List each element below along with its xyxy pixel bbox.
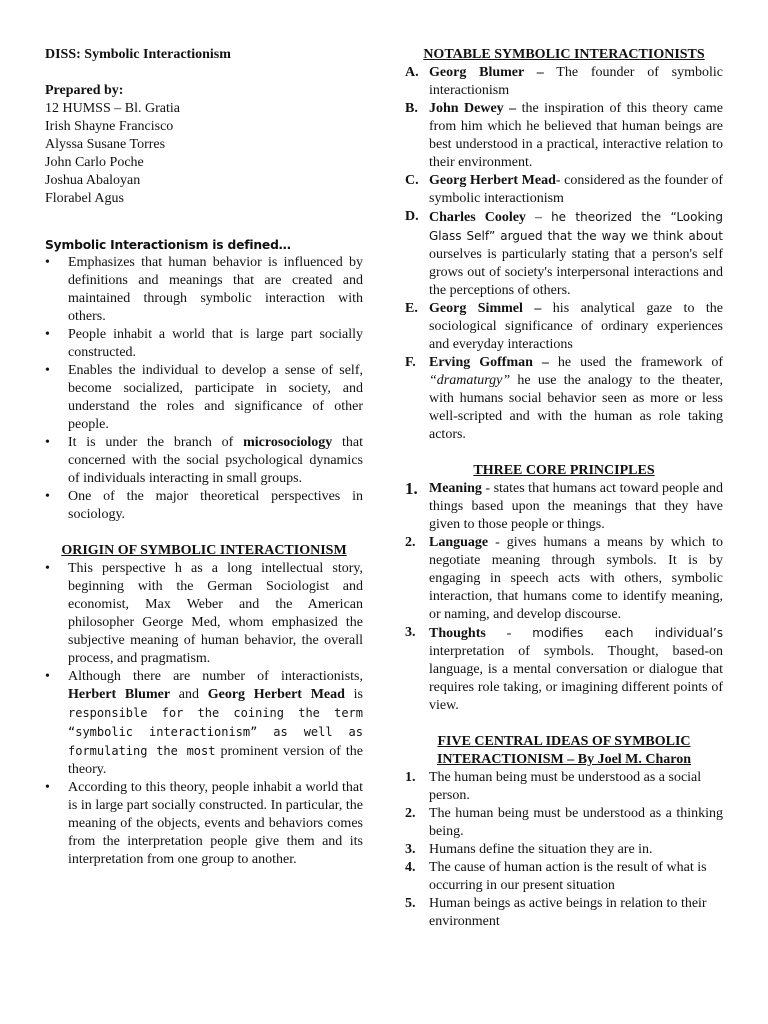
principle-term: Meaning: [429, 481, 482, 496]
bullet-icon: •: [45, 327, 50, 342]
list-item-text: The human being must be understood as a thinking being.: [429, 806, 723, 839]
list-item-bold: microsociology: [243, 435, 333, 450]
list-marker: 3.: [405, 625, 416, 640]
list-item-text: ourselves is particularly stating that a person's self grows out of society's interpersonal interactions and the perceptions of others.: [429, 247, 723, 298]
list-item: [405, 805, 723, 841]
list-item-text: his analytical gaze to the sociological significance of ordinary experiences and everyday interactions: [429, 301, 724, 352]
right-column: [405, 46, 723, 931]
list-item-bold: Herbert Blumer: [68, 687, 171, 702]
bullet-icon: •: [45, 669, 50, 684]
bullet-icon: •: [45, 255, 50, 270]
spacer: [45, 64, 363, 82]
list-item-sans: he theorized the “Looking Glass Self” argued that the way we think about: [429, 210, 723, 243]
spacer: [405, 444, 723, 462]
list-item-text: Although there are number of interactionists,: [68, 669, 363, 684]
list-item-text: and: [170, 687, 208, 702]
principles-heading: THREE CORE PRINCIPLES: [473, 463, 655, 478]
list-item-text: One of the major theoretical perspectives in sociology.: [68, 489, 363, 522]
list-item-mono: responsible for the coining the term “symbolic interactionism” as well as formulating the most: [68, 706, 363, 758]
list-item-text: is: [344, 687, 363, 702]
list-item: [405, 64, 723, 100]
list-item: [45, 434, 363, 488]
list-marker: 2.: [405, 535, 416, 550]
list-marker: F.: [405, 355, 416, 370]
member-name: John Carlo Poche: [45, 155, 144, 170]
list-item-text: -: [485, 626, 533, 641]
spacer: [45, 208, 363, 236]
list-item: [45, 779, 363, 869]
list-item-text: interpretation of symbols. Thought, based-on language, is a mental conversation or dialogue that requires role taking, or imagining different points of view.: [429, 644, 723, 713]
member-name: Alyssa Susane Torres: [45, 137, 166, 152]
list-item: [405, 624, 723, 715]
person-name: Georg Simmel –: [429, 301, 542, 316]
list-item: [405, 172, 723, 208]
list-marker: E.: [405, 301, 418, 316]
list-item-text: the inspiration of this theory came from him which he believed that human beings are best understood in a practical, interactive relation to their environment.: [429, 101, 723, 170]
member-name: 12 HUMSS – Bl. Gratia: [45, 101, 180, 116]
list-item-text: - gives humans a means by which to negotiate meaning through symbols. It is by engaging in speech acts with others, symbolic interaction, that humans come to identify meaning, or naming, and develop discourse.: [429, 535, 723, 622]
list-item-text: The human being must be understood as a social person.: [429, 770, 702, 803]
list-item-bold: Georg Herbert Mead: [207, 687, 345, 702]
person-name: John Dewey –: [429, 101, 517, 116]
list-marker: 3.: [405, 842, 416, 857]
list-item-text: - states that humans act toward people and things based upon the meanings that they have given to those people or things.: [429, 481, 723, 532]
list-item-text: –: [525, 210, 552, 225]
list-item: [405, 841, 723, 859]
bullet-icon: •: [45, 561, 50, 576]
person-name: Georg Herbert Mead: [429, 173, 556, 188]
bullet-icon: •: [45, 489, 50, 504]
list-item: [405, 208, 723, 300]
list-marker: D.: [405, 209, 419, 224]
list-item: [45, 488, 363, 524]
list-item: [45, 254, 363, 326]
bullet-icon: •: [45, 363, 50, 378]
origin-heading: ORIGIN OF SYMBOLIC INTERACTIONISM: [61, 543, 347, 558]
list-item: [405, 534, 723, 624]
origin-list: [45, 560, 363, 869]
list-marker: 1.: [405, 770, 416, 785]
principle-term: Thoughts: [429, 626, 486, 641]
list-marker: B.: [405, 101, 418, 116]
list-item-text: - considered as the founder of symbolic interactionism: [429, 173, 723, 206]
list-item-sans: modifies each individual’s: [532, 626, 723, 640]
list-item: [405, 895, 723, 931]
member-name: Irish Shayne Francisco: [45, 119, 174, 134]
list-item: [405, 480, 723, 534]
list-item-italic: “dramaturgy”: [429, 373, 511, 388]
five-ideas-subheading: INTERACTIONISM – By Joel M. Charon: [436, 752, 692, 767]
list-item: [405, 769, 723, 805]
list-item-text: Emphasizes that human behavior is influenced by definitions and meanings that are created and maintained through symbolic interaction with others.: [68, 255, 363, 324]
member-name: Florabel Agus: [45, 191, 124, 206]
list-item: [45, 326, 363, 362]
list-item: [405, 300, 723, 354]
list-marker: 1.: [405, 479, 418, 498]
list-marker: 5.: [405, 896, 416, 911]
person-name: Georg Blumer –: [429, 65, 544, 80]
principle-term: Language: [429, 535, 489, 550]
left-column: [45, 46, 363, 869]
notable-heading: NOTABLE SYMBOLIC INTERACTIONISTS: [423, 47, 705, 62]
five-ideas-heading: FIVE CENTRAL IDEAS OF SYMBOLIC: [437, 734, 691, 749]
notable-list: [405, 64, 723, 444]
person-name: Erving Goffman –: [429, 355, 549, 370]
list-marker: 2.: [405, 806, 416, 821]
list-item-text: Human beings as active beings in relation to their environment: [429, 896, 707, 929]
list-item-text: he use the analogy to the theater, with humans social behavior seen as more or less well-scripted and with the human as role taking actors.: [429, 373, 723, 442]
spacer: [45, 524, 363, 542]
list-item-text: According to this theory, people inhabit a world that is in large part socially constructed. In particular, the meaning of the objects, events and behaviors comes from the interpretation people give them and its interpretation from one group to another.: [68, 780, 363, 867]
list-item-text: This perspective h as a long intellectual story, beginning with the German Sociologist and economist, Max Weber and the American philosopher George Med, whom emphasized the subjective meaning of human behavior, the overall process, and pragmatism.: [68, 561, 363, 666]
list-item-text: The cause of human action is the result of what is occurring in our present situation: [429, 860, 707, 893]
list-item-text: he used the framework of: [548, 355, 723, 370]
list-item-text: People inhabit a world that is large part socially constructed.: [68, 327, 363, 360]
list-item: [405, 354, 723, 444]
list-item-text: Enables the individual to develop a sense of self, become socialized, participate in society, and understand the roles and significance of other people.: [68, 363, 363, 432]
list-item: [45, 560, 363, 668]
spacer: [405, 715, 723, 733]
bullet-icon: •: [45, 435, 50, 450]
list-item: [45, 668, 363, 779]
prepared-by-label: Prepared by:: [45, 83, 124, 98]
list-marker: A.: [405, 65, 419, 80]
list-item-text: The founder of symbolic interactionism: [429, 65, 723, 98]
list-item: [405, 100, 723, 172]
person-name: Charles Cooley: [429, 210, 526, 225]
list-item-text: Humans define the situation they are in.: [429, 842, 653, 857]
principles-list: [405, 480, 723, 715]
list-marker: 4.: [405, 860, 416, 875]
list-item: [405, 859, 723, 895]
list-item-text: prominent version of the theory.: [68, 744, 363, 777]
list-item: [45, 362, 363, 434]
defined-list: [45, 254, 363, 524]
five-ideas-list: [405, 769, 723, 931]
bullet-icon: •: [45, 780, 50, 795]
defined-heading: Symbolic Interactionism is defined…: [45, 238, 291, 252]
list-marker: C.: [405, 173, 419, 188]
member-name: Joshua Abaloyan: [45, 173, 141, 188]
document-title: DISS: Symbolic Interactionism: [45, 47, 231, 62]
list-item-text: It is under the branch of: [68, 435, 244, 450]
list-item-text: that concerned with the social psychological dynamics of individuals interacting in small groups.: [68, 435, 364, 486]
